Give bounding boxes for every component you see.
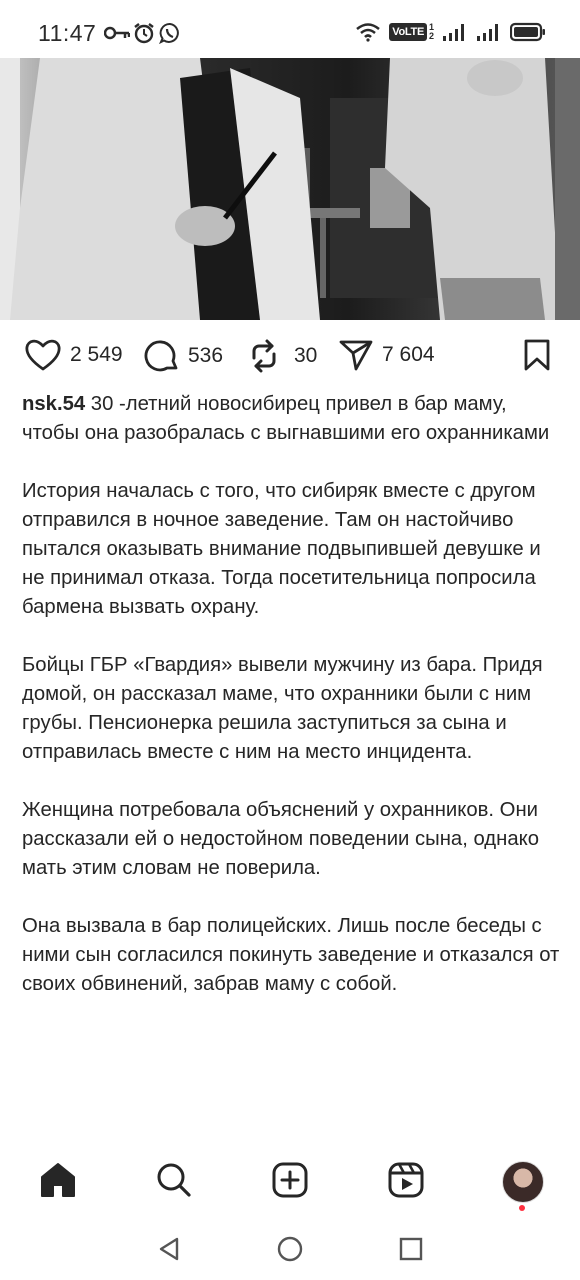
status-bar (0, 0, 580, 60)
search-icon[interactable] (156, 1162, 192, 1198)
post-actions (0, 330, 580, 380)
post-photo[interactable] (0, 58, 580, 320)
post-caption (22, 390, 562, 1028)
heart-icon[interactable] (24, 338, 62, 372)
reposts-count: 30 (294, 344, 318, 367)
battery-icon (510, 22, 546, 42)
volte-label: VoLTE (389, 23, 427, 41)
alarm-icon (133, 22, 155, 44)
nav-home[interactable] (36, 1158, 80, 1202)
caption-paragraph: История началась с того, что сибиряк вместе с другом отправился в ночное заведение. Там он настойчиво пытался оказывать внимание подвыпившей девушке и не принимал отказа. Тогда посетительница попросила бармена вызвать охрану. (22, 480, 541, 618)
recents-icon[interactable] (399, 1237, 423, 1261)
status-time: 11:47 (38, 20, 97, 46)
nav-reels[interactable] (384, 1158, 428, 1202)
comment-action[interactable] (144, 338, 223, 374)
volte-icon: VoLTE 1 2 (389, 23, 434, 41)
share-action[interactable] (338, 338, 435, 372)
comments-count: 536 (188, 344, 224, 367)
reels-icon[interactable] (388, 1162, 424, 1198)
post-username[interactable]: nsk.54 (22, 393, 86, 415)
nav-search[interactable] (152, 1158, 196, 1202)
nav-create[interactable] (268, 1158, 312, 1202)
like-action[interactable] (24, 338, 123, 372)
comment-icon[interactable] (144, 338, 180, 374)
signal-icon (476, 22, 502, 42)
headline-text: 30 -летний новосибирец привел в бар маму, чтобы она разобралась с выгнавшими его охранниками (22, 393, 550, 444)
create-icon[interactable] (272, 1162, 308, 1198)
notification-dot (519, 1205, 525, 1211)
caption-paragraph: Женщина потребовала объяснений у охранников. Они рассказали ей о недостойном поведении сына, однако мать этим словам не поверила. (22, 799, 540, 879)
home-circle-icon[interactable] (277, 1236, 303, 1262)
key-icon (104, 25, 130, 41)
whatsapp-icon (159, 22, 181, 44)
home-icon[interactable] (39, 1162, 77, 1198)
shares-count: 7 604 (382, 343, 435, 366)
caption-paragraph: Бойцы ГБР «Гвардия» вывели мужчину из бара. Придя домой, он рассказал маме, что охранники были с ним грубы. Пенсионерка решила заступиться за сына и отправилась вместе с ним на место инцидента. (22, 654, 543, 763)
caption-headline (22, 390, 562, 448)
send-icon[interactable] (338, 338, 374, 372)
bottom-navigation (0, 1140, 580, 1220)
caption-paragraph: Она вызвала в бар полицейских. Лишь после беседы с ними сын согласился покинуть заведение и отказался от своих обвинений, забрав маму с собой. (22, 915, 560, 995)
bookmark-icon[interactable] (522, 338, 552, 372)
wifi-icon (355, 22, 381, 42)
status-icons-right (355, 18, 546, 46)
repost-icon[interactable] (246, 338, 282, 374)
repost-action[interactable] (246, 338, 317, 374)
system-navigation (0, 1222, 580, 1280)
signal-icon (442, 22, 468, 42)
back-icon[interactable] (157, 1236, 181, 1262)
likes-count: 2 549 (70, 343, 123, 366)
profile-avatar[interactable] (502, 1161, 544, 1203)
save-action[interactable] (522, 338, 552, 372)
